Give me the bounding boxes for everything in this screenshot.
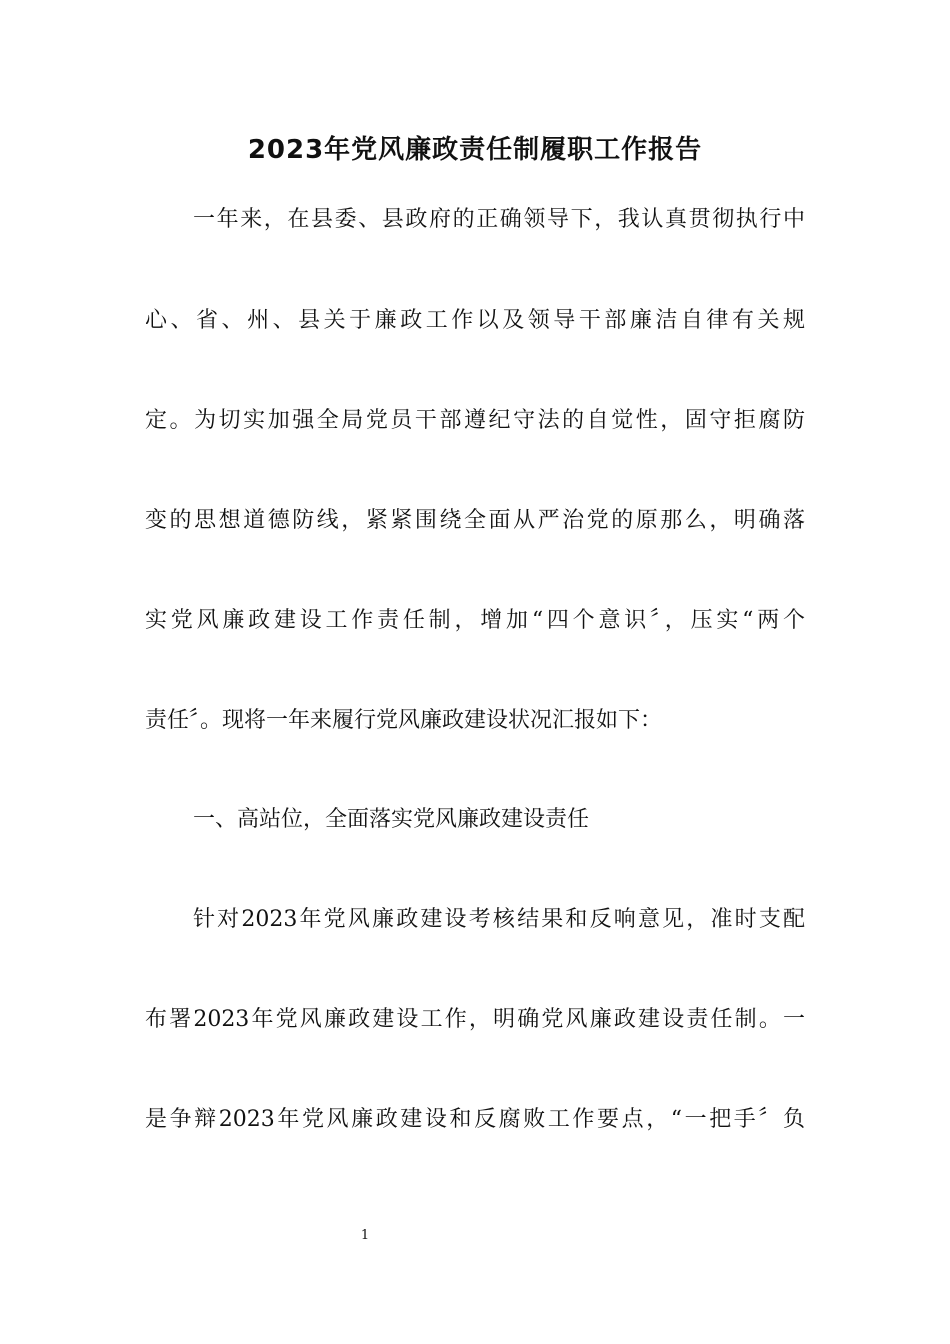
document-title: 2023年党风廉政责任制履职工作报告 [247,135,703,165]
paragraph-line: 责任〞。现将一年来履行党风廉政建设状况汇报如下： [145,708,663,733]
section-heading: 一、高站位，全面落实党风廉政建设责任 [193,807,590,832]
paragraph-line: 一年来，在县委、县政府的正确领导下，我认真贯彻执行中 [193,207,805,232]
paragraph-line: 布署2023年党风廉政建设工作，明确党风廉政建设责任制。一 [145,1007,805,1032]
paragraph-line: 定。为切实加强全局党员干部遵纪守法的自觉性，固守拒腐防 [145,408,805,433]
paragraph-line: 变的思想道德防线，紧紧围绕全面从严治党的原那么，明确落 [145,508,805,533]
page-number: 1 [360,1228,370,1243]
paragraph-line: 针对2023年党风廉政建设考核结果和反响意见，准时支配 [193,907,805,932]
paragraph-line: 实党风廉政建设工作责任制，增加“四个意识〞，压实“两个 [145,608,805,633]
paragraph-line: 是争辩2023年党风廉政建设和反腐败工作要点，“一把手〞负 [145,1107,805,1132]
paragraph-line: 心、省、州、县关于廉政工作以及领导干部廉洁自律有关规 [145,308,805,333]
